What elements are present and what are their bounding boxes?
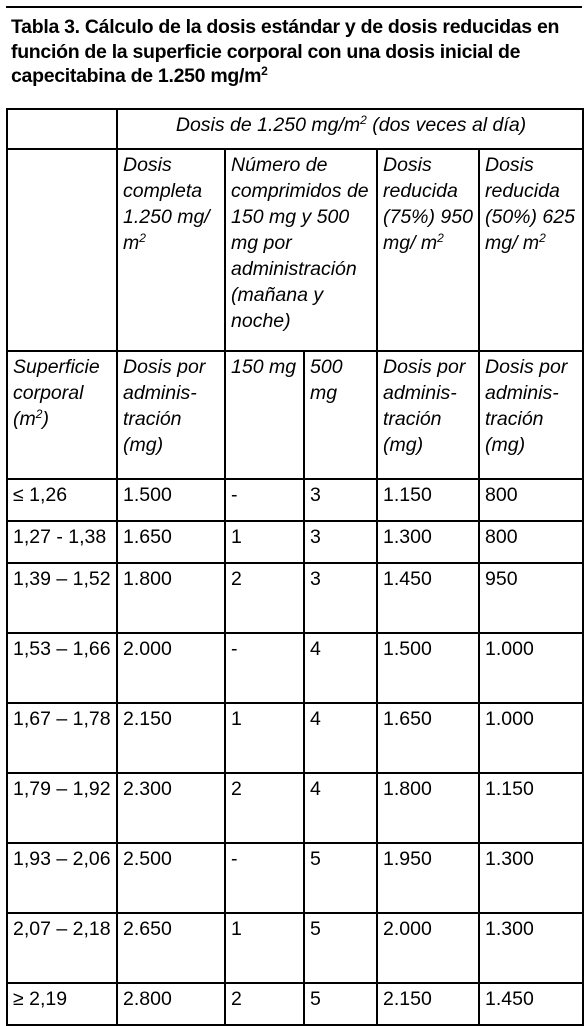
reduced-75-cell: 1.650 bbox=[377, 703, 479, 773]
header-row-group bbox=[7, 109, 583, 149]
full-dose-cell: 2.800 bbox=[117, 983, 225, 1025]
bsa-cell: ≥ 2,19 bbox=[7, 983, 117, 1025]
full-dose-cell: 1.800 bbox=[117, 563, 225, 633]
reduced-75-header-sup: 2 bbox=[437, 231, 444, 245]
tablets-150-cell: 2 bbox=[225, 563, 304, 633]
reduced-50-header-text: Dosis reducida (50%) 625 mg/ m bbox=[485, 154, 575, 254]
bsa-header-sup: 2 bbox=[35, 407, 43, 421]
bsa-header-text: Superficie corporal (m bbox=[13, 356, 100, 430]
tablets-header: Número de comprimidos de 150 mg y 500 mg por administración (mañana y noche) bbox=[225, 149, 377, 351]
reduced-50-cell: 1.000 bbox=[479, 703, 583, 773]
tablet-500-header: 500 mg bbox=[304, 351, 377, 479]
table-row bbox=[7, 633, 583, 703]
full-dose-cell: 1.650 bbox=[117, 521, 225, 563]
group-header-text: Dosis de 1.250 mg/m bbox=[175, 114, 361, 136]
table-row bbox=[7, 703, 583, 773]
tablets-500-cell: 3 bbox=[304, 479, 377, 521]
table-row bbox=[7, 983, 583, 1025]
reduced-50-admin-header: Dosis por adminis-tración (mg) bbox=[479, 351, 583, 479]
tablets-150-cell: - bbox=[225, 479, 304, 521]
subheader-row bbox=[7, 351, 583, 479]
reduced-50-cell: 1.450 bbox=[479, 983, 583, 1025]
bsa-cell: 1,93 – 2,06 bbox=[7, 843, 117, 913]
tablets-500-cell: 4 bbox=[304, 633, 377, 703]
tablets-500-cell: 3 bbox=[304, 563, 377, 633]
tablets-150-cell: 2 bbox=[225, 983, 304, 1025]
caption-text: Tabla 3. Cálculo de la dosis estándar y de dosis reducidas en función de la superficie corporal con una dosis inicial de capecitabina de 1.250 mg/m bbox=[11, 16, 560, 87]
table-row bbox=[7, 563, 583, 633]
reduced-75-header bbox=[377, 149, 479, 351]
tablets-150-cell: - bbox=[225, 843, 304, 913]
tablets-150-cell: 2 bbox=[225, 773, 304, 843]
full-dose-cell: 2.150 bbox=[117, 703, 225, 773]
reduced-50-cell: 950 bbox=[479, 563, 583, 633]
bsa-cell: 1,39 – 1,52 bbox=[7, 563, 117, 633]
reduced-75-cell: 1.300 bbox=[377, 521, 479, 563]
group-header-cell bbox=[117, 109, 583, 149]
bsa-header-suffix: ) bbox=[42, 408, 49, 430]
tablets-500-cell: 5 bbox=[304, 843, 377, 913]
reduced-75-cell: 1.800 bbox=[377, 773, 479, 843]
top-rule bbox=[6, 6, 582, 8]
reduced-50-header bbox=[479, 149, 583, 351]
tablets-500-cell: 4 bbox=[304, 773, 377, 843]
bsa-cell: 1,79 – 1,92 bbox=[7, 773, 117, 843]
tablets-500-cell: 5 bbox=[304, 913, 377, 983]
full-dose-header bbox=[117, 149, 225, 351]
reduced-50-cell: 1.300 bbox=[479, 843, 583, 913]
bsa-cell: 1,27 - 1,38 bbox=[7, 521, 117, 563]
reduced-75-cell: 2.150 bbox=[377, 983, 479, 1025]
reduced-50-cell: 1.150 bbox=[479, 773, 583, 843]
reduced-75-cell: 1.450 bbox=[377, 563, 479, 633]
reduced-50-cell: 800 bbox=[479, 479, 583, 521]
tablet-150-header: 150 mg bbox=[225, 351, 304, 479]
reduced-50-header-sup: 2 bbox=[539, 231, 546, 245]
tablets-500-cell: 3 bbox=[304, 521, 377, 563]
tablets-150-cell: 1 bbox=[225, 913, 304, 983]
reduced-50-cell: 1.300 bbox=[479, 913, 583, 983]
reduced-75-admin-header: Dosis por adminis-tración (mg) bbox=[377, 351, 479, 479]
table-row bbox=[7, 479, 583, 521]
empty-corner-cell bbox=[7, 109, 117, 149]
tablets-500-cell: 5 bbox=[304, 983, 377, 1025]
table-row bbox=[7, 773, 583, 843]
table-row bbox=[7, 521, 583, 563]
reduced-75-cell: 2.000 bbox=[377, 913, 479, 983]
tablets-150-cell: 1 bbox=[225, 703, 304, 773]
full-dose-header-sup: 2 bbox=[139, 231, 146, 245]
full-dose-cell: 2.650 bbox=[117, 913, 225, 983]
tablets-150-cell: 1 bbox=[225, 521, 304, 563]
table-row bbox=[7, 843, 583, 913]
table-caption bbox=[11, 15, 581, 89]
empty-cell bbox=[7, 149, 117, 351]
reduced-75-cell: 1.950 bbox=[377, 843, 479, 913]
full-dose-cell: 2.000 bbox=[117, 633, 225, 703]
bsa-cell: ≤ 1,26 bbox=[7, 479, 117, 521]
full-dose-header-text: Dosis completa 1.250 mg/ m bbox=[123, 154, 210, 254]
table-row bbox=[7, 913, 583, 983]
reduced-50-cell: 1.000 bbox=[479, 633, 583, 703]
tablets-150-cell: - bbox=[225, 633, 304, 703]
full-dose-cell: 1.500 bbox=[117, 479, 225, 521]
dose-table bbox=[6, 108, 584, 1026]
bsa-header bbox=[7, 351, 117, 479]
dose-admin-header: Dosis por adminis-tración (mg) bbox=[117, 351, 225, 479]
caption-superscript: 2 bbox=[261, 64, 268, 78]
full-dose-cell: 2.500 bbox=[117, 843, 225, 913]
header-row-columns bbox=[7, 149, 583, 351]
bsa-cell: 1,67 – 1,78 bbox=[7, 703, 117, 773]
reduced-75-cell: 1.150 bbox=[377, 479, 479, 521]
bsa-cell: 2,07 – 2,18 bbox=[7, 913, 117, 983]
reduced-75-cell: 1.500 bbox=[377, 633, 479, 703]
full-dose-cell: 2.300 bbox=[117, 773, 225, 843]
reduced-50-cell: 800 bbox=[479, 521, 583, 563]
group-header-suffix: (dos veces al día) bbox=[366, 114, 527, 136]
reduced-75-header-text: Dosis reducida (75%) 950 mg/ m bbox=[383, 154, 473, 254]
bsa-cell: 1,53 – 1,66 bbox=[7, 633, 117, 703]
group-header-sup: 2 bbox=[360, 113, 367, 127]
tablets-500-cell: 4 bbox=[304, 703, 377, 773]
